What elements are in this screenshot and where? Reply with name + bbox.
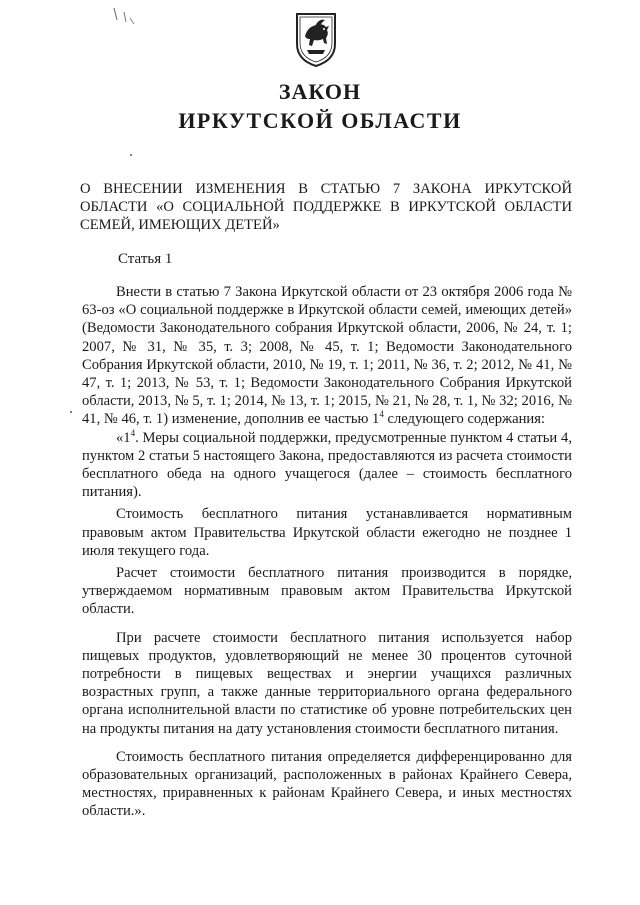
paragraph-food-set: При расчете стоимости бесплатного питания используется набор пищевых продуктов, удовлетворяющий не менее 30 процентов суточной потребности в пищевых веществах и энергии учащихся различных возрастных групп, а также данные территориального органа федерального органа исполнительной власти по статистике об уровне потребительских цен на продукты питания на дату установления стоимости бесплатного питания. (82, 629, 572, 737)
paragraph-cost-calculation: Расчет стоимости бесплатного питания производится в порядке, утверждаемом нормативным правовым актом Правительства Иркутской области. (82, 565, 572, 618)
paragraph-differentiation: Стоимость бесплатного питания определяется дифференцированно для образовательных организаций, расположенных в районах Крайнего Севера, местностях, приравненных к районам Крайнего Севера, и иных местностях области.». (82, 748, 572, 820)
quote-sup: 4 (130, 427, 136, 438)
paragraph-cost-established: Стоимость бесплатного питания устанавливается нормативным правовым актом Правительства Иркутской области ежегодно не позднее 1 июля текущего года. (82, 506, 572, 559)
paragraph-amendment-sup: 4 (379, 409, 384, 420)
paragraph-amendment-text: Внести в статью 7 Закона Иркутской области от 23 октября 2006 года № 63-оз «О социальной поддержке в Иркутской области семей, имеющих детей» (Ведомости Законодательного собрания Иркутской области, 2006, № 24, т. 1; 2007, № 31, № 35, т. 3; 2008, № 45, т. 1; Ведомости Законодательного Собрания Иркутской области, 2010, № 19, т. 1; 2011, № 36, т. 2; 2012, № 41, № 47, т. 1; 2013, № 53, т. 1; Ведомости Законодательного Собрания Иркутской области, 2013, № 5, т. 1; 2014, № 13, т. 1; 2015, № 21, № 28, т. 1, № 32; 2016, № 41, № 46, т. 1) изменение, дополнив ее частью 1 (82, 284, 572, 428)
paragraph-amendment (82, 283, 572, 429)
scan-marks (110, 6, 140, 28)
law-region-title: ИРКУТСКОЙ ОБЛАСТИ (178, 108, 462, 133)
scan-speck (130, 154, 132, 156)
scan-speck (70, 411, 72, 413)
article-label: Статья 1 (118, 251, 173, 267)
paragraph-amendment-end: следующего содержания: (383, 411, 545, 428)
paragraph-support-measures-text: . Меры социальной поддержки, предусмотренные пунктом 4 статьи 4, пунктом 2 статьи 5 настоящего Закона, предоставляются из расчета стоимости бесплатного обеда на одного учащегося (далее – стоимость бесплатного питания). (82, 429, 572, 501)
paragraph-support-measures (82, 429, 572, 502)
law-title: ЗАКОН (278, 79, 362, 104)
quote-open: «1 (116, 429, 131, 446)
irkutsk-coat-of-arms-icon (293, 10, 339, 68)
article-body (82, 283, 572, 821)
law-heading: О ВНЕСЕНИИ ИЗМЕНЕНИЯ В СТАТЬЮ 7 ЗАКОНА ИРКУТСКОЙ ОБЛАСТИ «О СОЦИАЛЬНОЙ ПОДДЕРЖКЕ В ИРКУТСКОЙ ОБЛАСТИ СЕМЕЙ, ИМЕЮЩИХ ДЕТЕЙ» (80, 181, 572, 233)
